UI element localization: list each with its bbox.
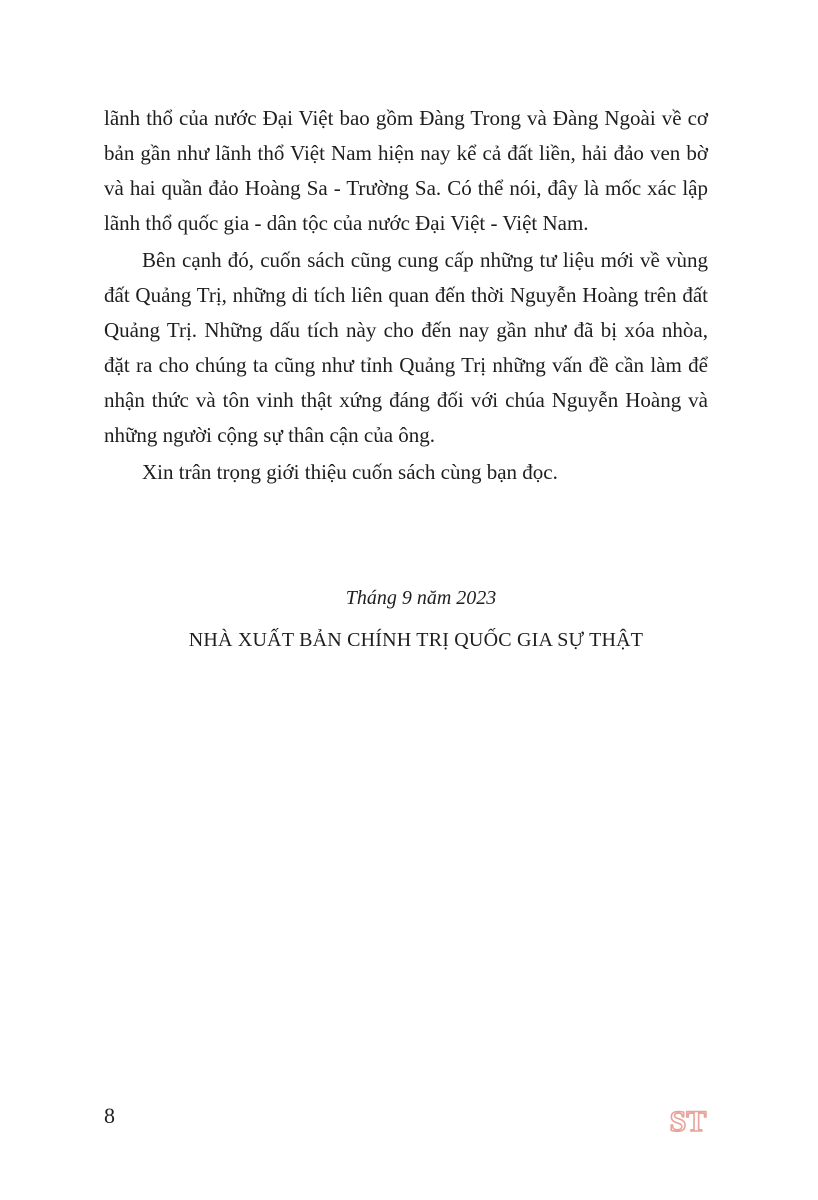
publisher-logo-text: ST [669, 1105, 707, 1138]
signature-publisher: NHÀ XUẤT BẢN CHÍNH TRỊ QUỐC GIA SỰ THẬT [188, 629, 644, 651]
signature-date: Tháng 9 năm 2023 [345, 587, 497, 609]
publisher-logo-icon [668, 1099, 708, 1139]
page-number: 8 [104, 1103, 115, 1128]
body-text [104, 101, 708, 490]
paragraph-quang-tri: Bên cạnh đó, cuốn sách cũng cung cấp những tư liệu mới về vùng đất Quảng Trị, những di tích liên quan đến thời Nguyễn Hoàng trên đất Quảng Trị. Những dấu tích này cho đến nay gần như đã bị xóa nhòa, đặt ra cho chúng ta cũng như tỉnh Quảng Trị những vấn đề cần làm để nhận thức và tôn vinh thật xứng đáng đối với chúa Nguyễn Hoàng và những người cộng sự thân cận của ông. [104, 248, 708, 447]
paragraph-continuation: lãnh thổ của nước Đại Việt bao gồm Đàng Trong và Đàng Ngoài về cơ bản gần như lãnh thổ Việt Nam hiện nay kể cả đất liền, hải đảo ven bờ và hai quần đảo Hoàng Sa - Trường Sa. Có thể nói, đây là mốc xác lập lãnh thổ quốc gia - dân tộc của nước Đại Việt - Việt Nam. [104, 106, 708, 235]
paragraph-closing: Xin trân trọng giới thiệu cuốn sách cùng bạn đọc. [142, 460, 558, 484]
